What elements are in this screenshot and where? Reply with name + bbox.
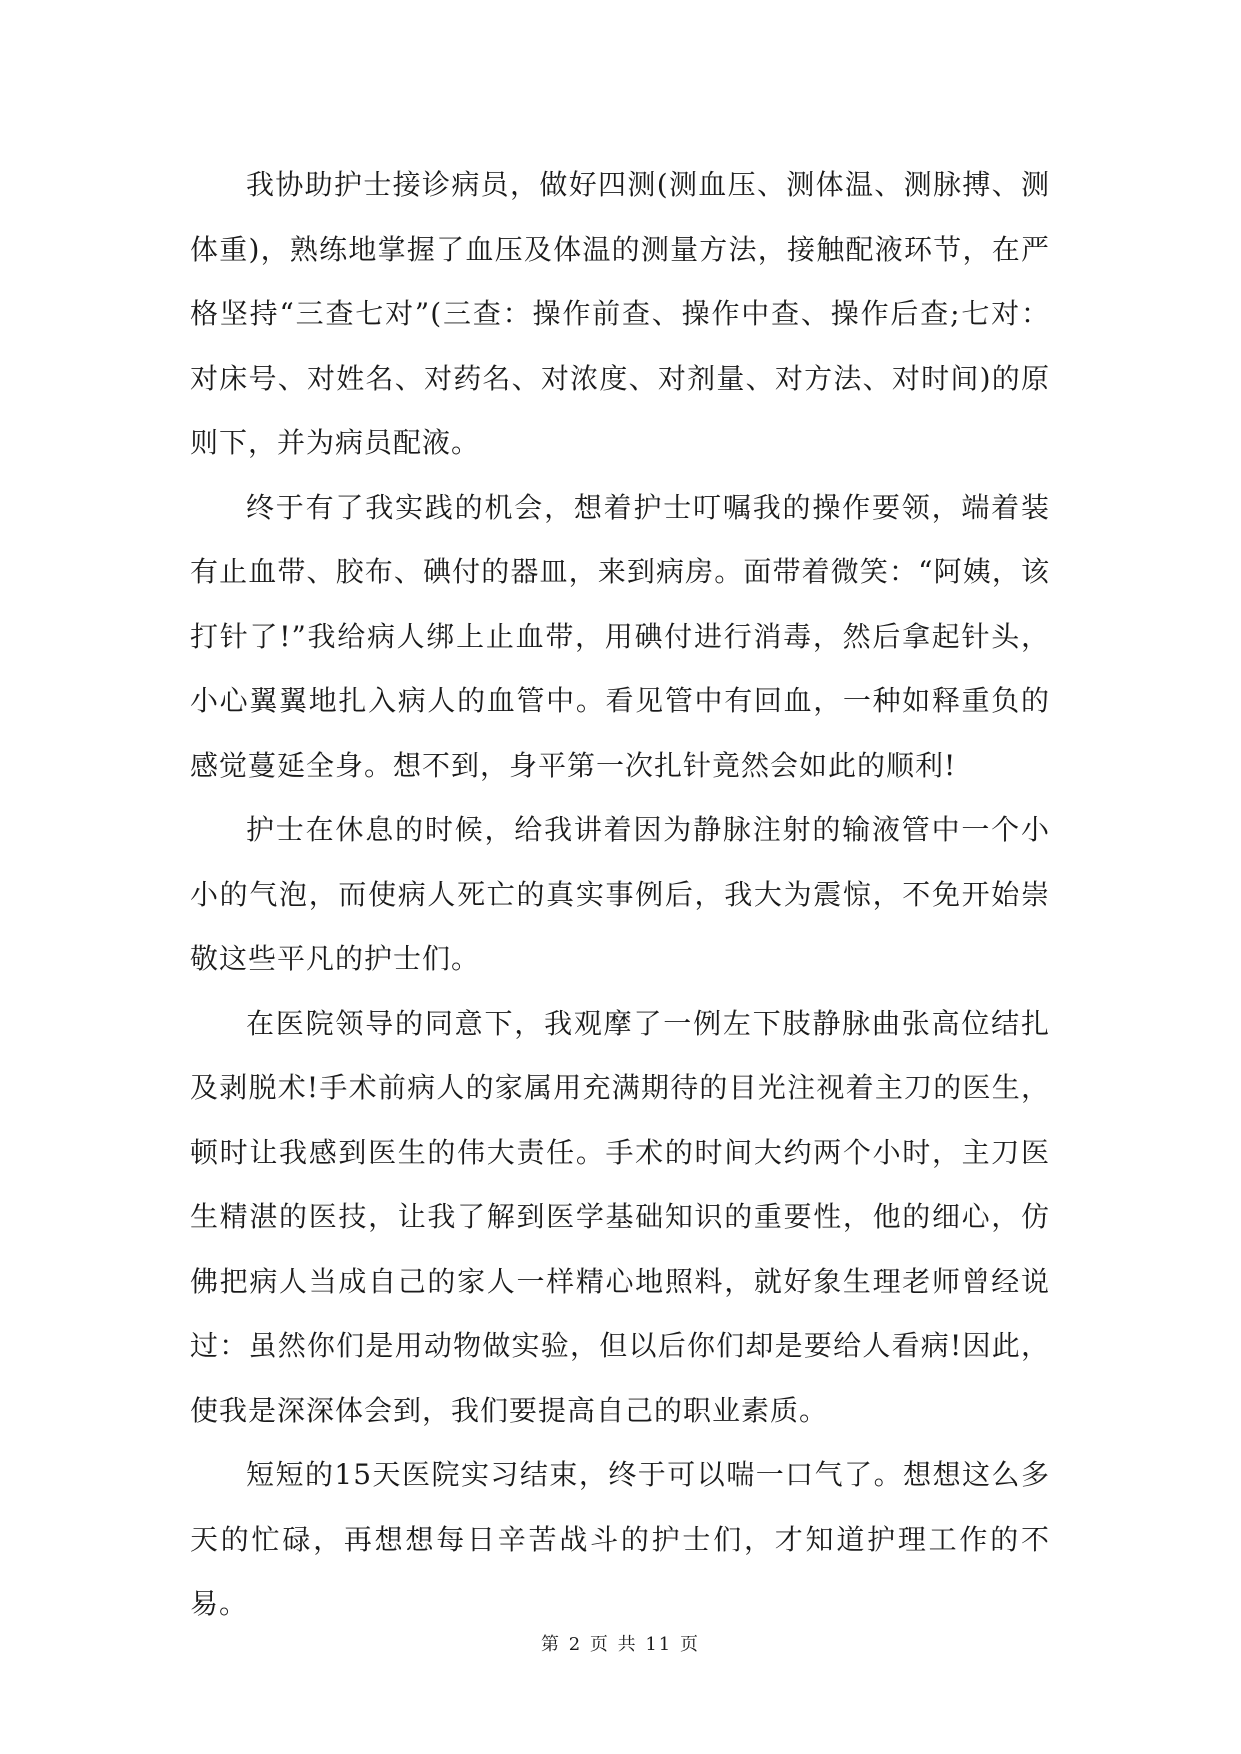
page-number-footer: 第 2 页 共 11 页	[541, 1634, 700, 1655]
paragraph-2: 终于有了我实践的机会，想着护士叮嘱我的操作要领，端着装有止血带、胶布、碘付的器皿，来到病房。面带着微笑：“阿姨，该打针了!”我给病人绑上止血带，用碘付进行消毒，然后拿起针头，小心翼翼地扎入病人的血管中。看见管中有回血，一种如释重负的感觉蔓延全身。想不到，身平第一次扎针竟然会如此的顺利!	[190, 490, 1050, 782]
paragraph-1: 我协助护士接诊病员，做好四测(测血压、测体温、测脉搏、测体重)，熟练地掌握了血压及体温的测量方法，接触配液环节，在严格坚持“三查七对”(三查：操作前查、操作中查、操作后查;七对：对床号、对姓名、对药名、对浓度、对剂量、对方法、对时间)的原则下，并为病员配液。	[190, 168, 1050, 459]
paragraph-5: 短短的15天医院实习结束，终于可以喘一口气了。想想这么多天的忙碌，再想想每日辛苦战斗的护士们，才知道护理工作的不易。	[190, 1458, 1050, 1620]
paragraph-3: 护士在休息的时候，给我讲着因为静脉注射的输液管中一个小小的气泡，而使病人死亡的真实事例后，我大为震惊，不免开始崇敬这些平凡的护士们。	[190, 813, 1050, 975]
document-body	[190, 153, 1050, 1637]
paragraph-4: 在医院领导的同意下，我观摩了一例左下肢静脉曲张高位结扎及剥脱术!手术前病人的家属用充满期待的目光注视着主刀的医生，顿时让我感到医生的伟大责任。手术的时间大约两个小时，主刀医生精湛的医技，让我了解到医学基础知识的重要性，他的细心，仿佛把病人当成自己的家人一样精心地照料，就好象生理老师曾经说过：虽然你们是用动物做实验，但以后你们却是要给人看病!因此，使我是深深体会到，我们要提高自己的职业素质。	[190, 1006, 1050, 1427]
